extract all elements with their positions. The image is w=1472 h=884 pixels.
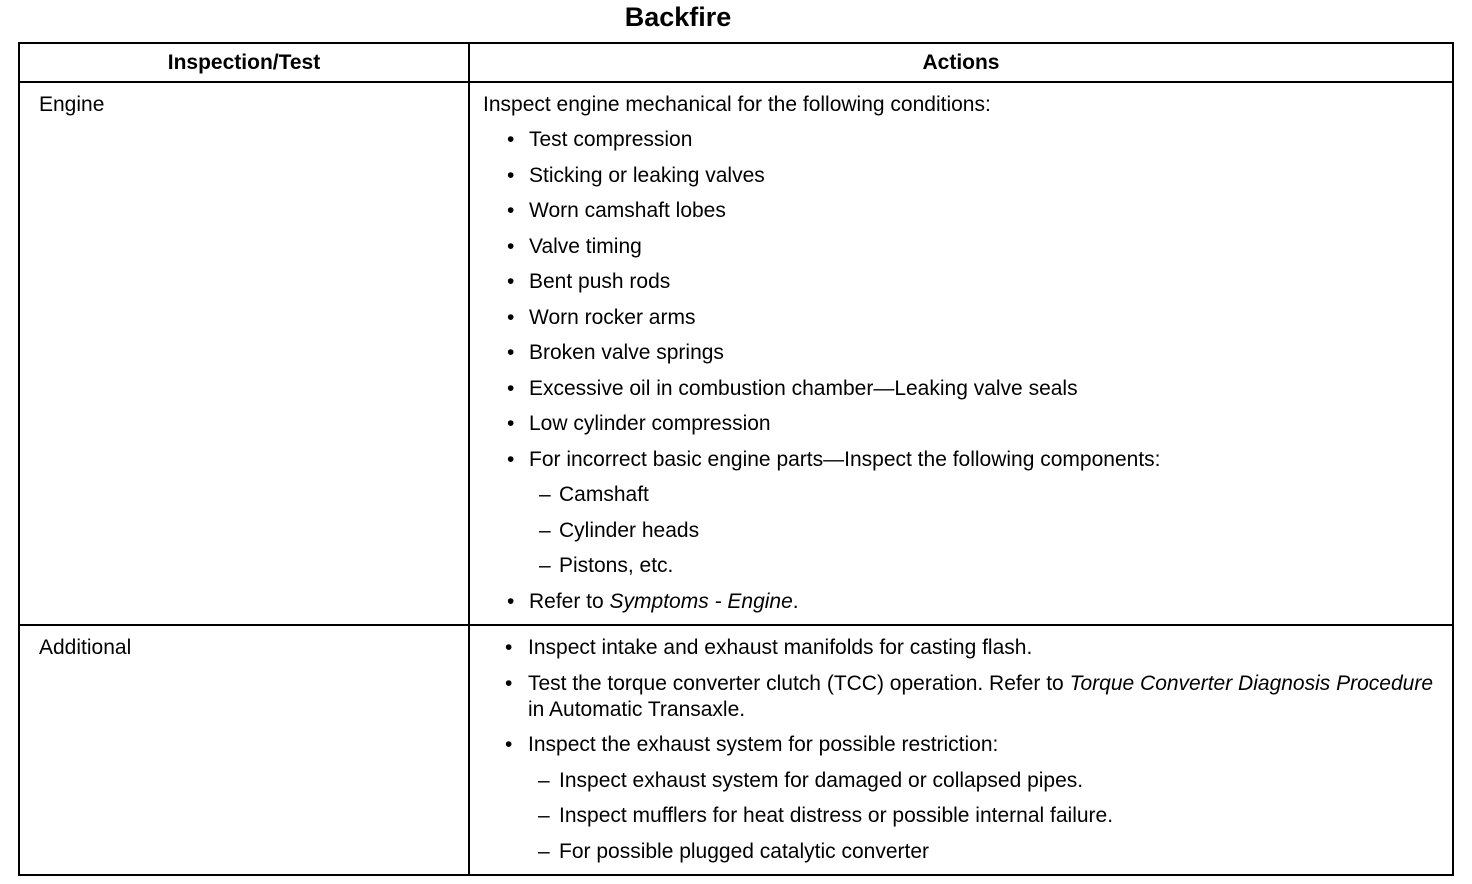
list-item-text: Low cylinder compression xyxy=(529,412,771,435)
list-item xyxy=(483,671,1442,723)
torque-converter-reference[interactable]: Torque Converter Diagnosis Procedure xyxy=(1069,671,1433,695)
list-item-text: Sticking or leaking valves xyxy=(529,163,765,187)
bullet-icon: • xyxy=(507,447,515,471)
list-item xyxy=(483,447,1442,473)
dash-icon: – xyxy=(538,768,550,792)
bullet-icon: • xyxy=(507,163,515,187)
sub-list-item-text: Pistons, etc. xyxy=(559,554,674,577)
list-item-text: Bent push rods xyxy=(529,270,671,293)
refer-prefix: Refer to xyxy=(529,589,610,613)
sub-list-item-text: Inspect mufflers for heat distress or possible internal failure. xyxy=(559,804,1114,827)
list-item xyxy=(483,732,1442,758)
list-item xyxy=(483,234,1442,260)
additional-label: Additional xyxy=(19,625,469,875)
engine-label: Engine xyxy=(19,82,469,625)
bullet-icon: • xyxy=(507,128,515,151)
dash-icon: – xyxy=(539,483,551,506)
list-item-text: Worn camshaft lobes xyxy=(529,199,726,222)
sub-list-item-text: For possible plugged catalytic converter xyxy=(559,839,930,863)
list-item xyxy=(483,340,1442,366)
refer-suffix: . xyxy=(792,589,799,613)
bullet-icon: • xyxy=(507,199,515,222)
sub-list-item-text: Cylinder heads xyxy=(559,518,700,542)
list-item xyxy=(483,305,1442,331)
sub-list-item xyxy=(483,803,1442,829)
list-item xyxy=(483,411,1442,437)
list-item xyxy=(483,163,1442,189)
dash-icon: – xyxy=(539,518,551,542)
bullet-icon: • xyxy=(505,733,513,756)
list-item xyxy=(483,127,1442,153)
engine-actions xyxy=(469,82,1453,625)
sub-list-item xyxy=(483,482,1442,508)
list-item xyxy=(483,589,1442,615)
additional-actions xyxy=(469,625,1453,875)
list-item xyxy=(483,635,1442,661)
bullet-icon: • xyxy=(507,376,515,400)
bullet-icon: • xyxy=(507,234,515,258)
table-row-additional xyxy=(19,625,1453,875)
list-item xyxy=(483,376,1442,402)
sub-list-item-text: Camshaft xyxy=(559,483,649,506)
table-row-engine xyxy=(19,82,1453,625)
table-header-row xyxy=(19,43,1453,82)
list-item-text: For incorrect basic engine parts—Inspect the following components: xyxy=(529,447,1161,471)
symptoms-engine-reference[interactable]: Symptoms - Engine xyxy=(609,589,793,613)
sub-list-item xyxy=(483,839,1442,865)
header-inspection-test: Inspection/Test xyxy=(19,43,469,82)
list-item-text: Inspect intake and exhaust manifolds for casting flash. xyxy=(528,636,1033,659)
dash-icon: – xyxy=(539,554,551,577)
list-item-text: Test compression xyxy=(529,128,693,151)
list-item xyxy=(483,198,1442,224)
page-title: Backfire xyxy=(624,2,732,32)
tcc-test-text: Test the torque converter clutch (TCC) operation. Refer to xyxy=(528,671,1070,695)
dash-icon: – xyxy=(538,804,550,827)
diagnosis-table xyxy=(18,42,1454,876)
bullet-icon: • xyxy=(507,270,515,293)
bullet-icon: • xyxy=(507,341,515,364)
bullet-icon: • xyxy=(507,412,515,435)
header-actions: Actions xyxy=(469,43,1453,82)
bullet-icon: • xyxy=(507,589,515,613)
sub-list-item xyxy=(483,518,1442,544)
list-item-text: Worn rocker arms xyxy=(529,305,696,329)
tcc-test-suffix: in Automatic Transaxle. xyxy=(528,697,746,721)
list-item-text: Broken valve springs xyxy=(529,341,724,364)
list-item-text: Inspect the exhaust system for possible restriction: xyxy=(528,733,999,756)
sub-list-item xyxy=(483,768,1442,794)
list-item-text: Valve timing xyxy=(529,234,642,258)
dash-icon: – xyxy=(538,839,550,863)
bullet-icon: • xyxy=(507,305,515,329)
sub-list-item-text: Inspect exhaust system for damaged or collapsed pipes. xyxy=(559,768,1084,792)
list-item xyxy=(483,269,1442,295)
sub-list-item xyxy=(483,553,1442,579)
engine-intro: Inspect engine mechanical for the following conditions: xyxy=(483,93,991,116)
bullet-icon: • xyxy=(505,671,513,695)
list-item-text: Excessive oil in combustion chamber—Leaking valve seals xyxy=(529,376,1078,400)
bullet-icon: • xyxy=(505,636,513,659)
